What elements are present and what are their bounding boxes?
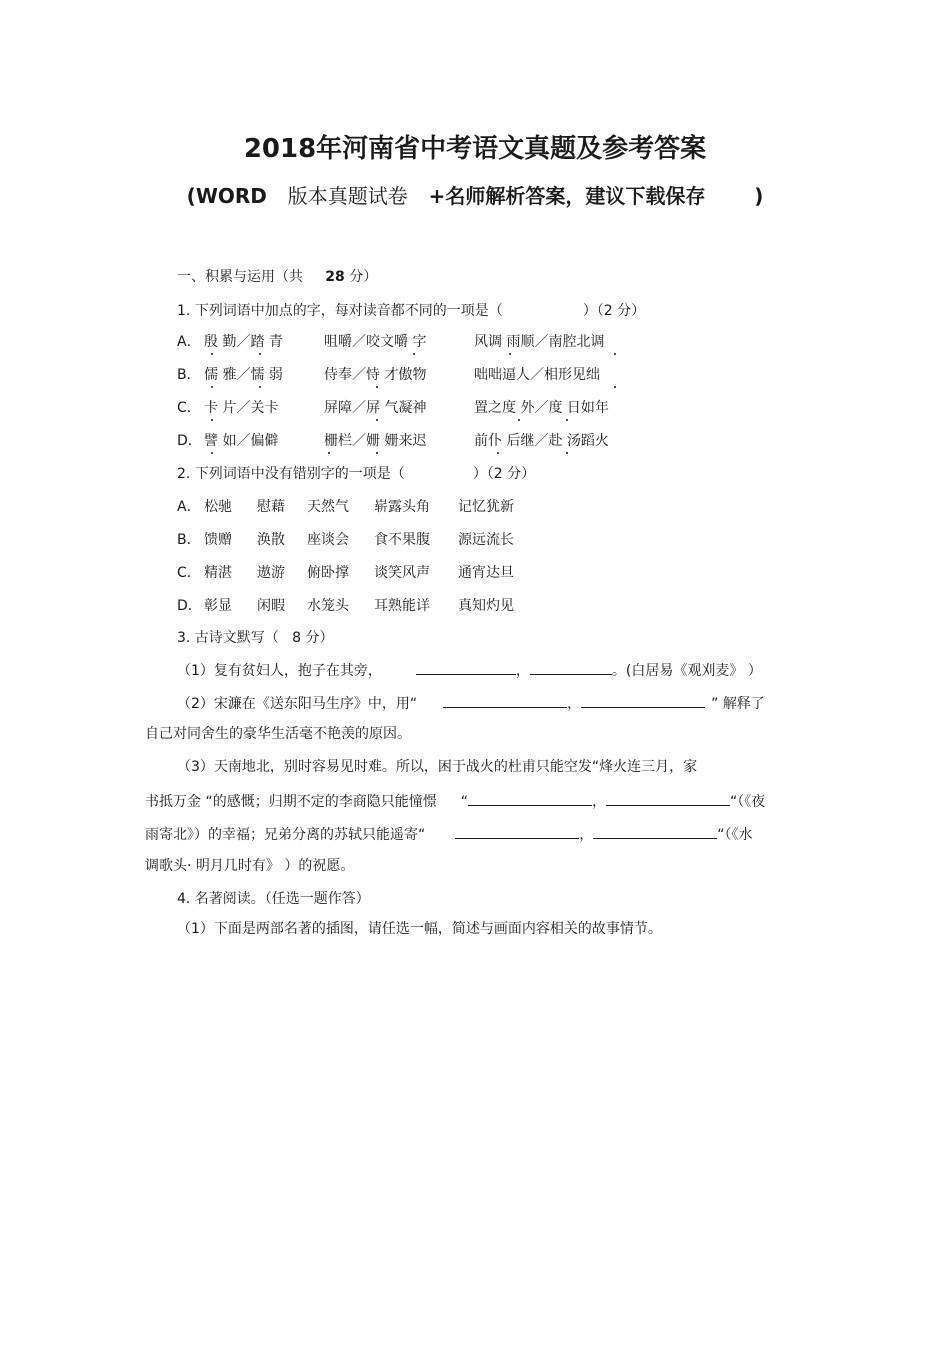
emphasis-dot bbox=[497, 452, 499, 454]
option-word-3: 咄咄逼人／相形见绌 bbox=[474, 367, 600, 383]
emphasis-dot bbox=[376, 386, 378, 388]
option-word-3: 风调 雨顺／南腔北调 bbox=[474, 334, 605, 350]
emphasis-dot bbox=[211, 419, 213, 421]
subtitle-middle: 版本真题试卷 bbox=[287, 184, 408, 208]
option-word: 谈笑风声 bbox=[374, 565, 430, 581]
emphasis-dot bbox=[376, 452, 378, 454]
answer-blank[interactable] bbox=[593, 824, 717, 839]
q3-item-3-text: 书抵万金 “的感慨；归期不定的李商隐只能憧憬 bbox=[145, 794, 437, 810]
answer-blank[interactable] bbox=[530, 660, 612, 675]
q3-stem-text: 3. 古诗文默写（ bbox=[177, 630, 279, 646]
q3-item-3-line-3 bbox=[145, 824, 753, 844]
question-4-stem: 4. 名著阅读。（任选一题作答） bbox=[177, 891, 370, 907]
option-word: 源远流长 bbox=[458, 532, 514, 548]
option-word: 通宵达旦 bbox=[458, 565, 514, 581]
option-label: A． bbox=[177, 499, 201, 515]
option-word-2: 咀嚼／咬文嚼 字 bbox=[324, 334, 427, 350]
emphasis-dot bbox=[259, 353, 261, 355]
quote-mark: “ bbox=[460, 794, 468, 810]
emphasis-dot bbox=[413, 353, 415, 355]
emphasis-dot bbox=[614, 386, 616, 388]
section-score: 28 bbox=[325, 269, 345, 285]
document-title: 2018年河南省中考语文真题及参考答案 bbox=[243, 134, 707, 164]
option-label: D． bbox=[177, 598, 202, 614]
option-word: 俯卧撑 bbox=[307, 565, 349, 581]
q3-item-3-source: “（《夜 bbox=[729, 794, 766, 810]
option-word-2: 屏障／屏 气凝神 bbox=[324, 400, 427, 416]
question-2-stem bbox=[177, 465, 535, 483]
emphasis-dot bbox=[518, 419, 520, 421]
option-word: 松驰 bbox=[204, 499, 232, 515]
option-word-1: 殷 勤／踏 青 bbox=[204, 334, 283, 350]
option-word-3: 前仆 后继／赴 汤蹈火 bbox=[474, 433, 609, 449]
option-word-1: 譬 如／偏僻 bbox=[204, 433, 279, 449]
section-heading bbox=[177, 268, 377, 286]
option-word: 彰显 bbox=[204, 598, 232, 614]
q4-item-1: （1）下面是两部名著的插图，请任选一幅，简述与画面内容相关的故事情节。 bbox=[177, 921, 662, 937]
answer-blank[interactable] bbox=[455, 824, 579, 839]
emphasis-dot bbox=[211, 353, 213, 355]
option-word: 闲暇 bbox=[257, 598, 285, 614]
option-label: B． bbox=[177, 367, 201, 383]
option-word: 座谈会 bbox=[307, 532, 349, 548]
option-word: 食不果腹 bbox=[374, 532, 430, 548]
q3-item-1-text: （1）复有贫妇人，抱子在其旁， bbox=[177, 663, 382, 679]
option-word: 馈赠 bbox=[204, 532, 232, 548]
emphasis-dot bbox=[566, 419, 568, 421]
q3-item-3: （3）天南地北，别时容易见时难。所以，困于战火的杜甫只能空发“烽火连三月，家 bbox=[177, 759, 698, 775]
option-word-3: 置之度 外／度 日如年 bbox=[474, 400, 609, 416]
q1-stem-text: 1. 下列词语中加点的字，每对读音都不同的一项是（ bbox=[177, 303, 503, 319]
comma: ， bbox=[591, 794, 606, 810]
answer-blank[interactable] bbox=[581, 693, 705, 708]
q1-score: ）（2 分） bbox=[582, 303, 646, 319]
option-label: C． bbox=[177, 400, 201, 416]
subtitle-plus: +名师解析答案，建议下载保存 bbox=[428, 184, 706, 208]
document-subtitle bbox=[0, 180, 950, 209]
option-word-2: 侍奉／恃 才傲物 bbox=[324, 367, 427, 383]
subtitle-open: (WORD bbox=[186, 184, 267, 208]
q3-item-1 bbox=[177, 660, 762, 680]
q3-item-1-source: 。(白居易《观刈麦》 ） bbox=[611, 663, 762, 679]
option-word: 精湛 bbox=[204, 565, 232, 581]
q3-item-3-text-2: 雨寄北》）的幸福；兄弟分离的苏轼只能遥寄“ bbox=[145, 827, 426, 843]
q3-item-2 bbox=[177, 693, 765, 713]
emphasis-dot bbox=[376, 419, 378, 421]
option-word: 记忆犹新 bbox=[458, 499, 514, 515]
q2-stem-text: 2. 下列词语中没有错别字的一项是（ bbox=[177, 466, 405, 482]
q3-item-2-tail: ” 解释了 bbox=[711, 696, 765, 712]
q3-item-3-line-4: 调歌头· 明月几时有》 ）的祝愿。 bbox=[145, 858, 355, 874]
option-word-1: 儒 雅／懦 弱 bbox=[204, 367, 283, 383]
option-word: 耳熟能详 bbox=[374, 598, 430, 614]
answer-blank[interactable] bbox=[606, 791, 730, 806]
option-word: 慰藉 bbox=[257, 499, 285, 515]
answer-blank[interactable] bbox=[416, 660, 516, 675]
q2-score: ）（2 分） bbox=[472, 466, 536, 482]
option-label: D． bbox=[177, 433, 202, 449]
option-word: 天然气 bbox=[307, 499, 349, 515]
comma: ， bbox=[515, 663, 530, 679]
option-word: 真知灼见 bbox=[458, 598, 514, 614]
option-label: A． bbox=[177, 334, 201, 350]
comma: ， bbox=[567, 696, 582, 712]
question-3-stem bbox=[177, 629, 334, 647]
emphasis-dot bbox=[614, 353, 616, 355]
answer-blank[interactable] bbox=[468, 791, 592, 806]
emphasis-dot bbox=[328, 452, 330, 454]
section-heading-unit: 分） bbox=[349, 269, 378, 285]
emphasis-dot bbox=[566, 452, 568, 454]
option-word-2: 栅栏／姗 姗来迟 bbox=[324, 433, 427, 449]
emphasis-dot bbox=[259, 386, 261, 388]
option-word: 涣散 bbox=[257, 532, 285, 548]
emphasis-dot bbox=[211, 452, 213, 454]
subtitle-close: ) bbox=[754, 184, 764, 208]
comma: ， bbox=[579, 827, 594, 843]
option-word: 崭露头角 bbox=[374, 499, 430, 515]
emphasis-dot bbox=[509, 353, 511, 355]
q3-item-3-line-2 bbox=[145, 791, 765, 811]
question-1-stem bbox=[177, 302, 645, 320]
option-word-1: 卡 片／关卡 bbox=[204, 400, 279, 416]
answer-blank[interactable] bbox=[443, 693, 567, 708]
option-label: B． bbox=[177, 532, 201, 548]
option-label: C． bbox=[177, 565, 201, 581]
option-word: 遨游 bbox=[257, 565, 285, 581]
emphasis-dot bbox=[211, 386, 213, 388]
option-word: 水笼头 bbox=[307, 598, 349, 614]
q3-item-2-text: （2）宋濂在《送东阳马生序》中，用“ bbox=[177, 696, 418, 712]
q3-score: 8 分） bbox=[292, 630, 334, 646]
section-heading-text: 一、积累与运用（共 bbox=[177, 269, 303, 285]
q3-item-2-cont: 自己对同舍生的豪华生活毫不艳羡的原因。 bbox=[145, 726, 411, 742]
q3-item-3-source-2: “（《水 bbox=[717, 827, 753, 843]
